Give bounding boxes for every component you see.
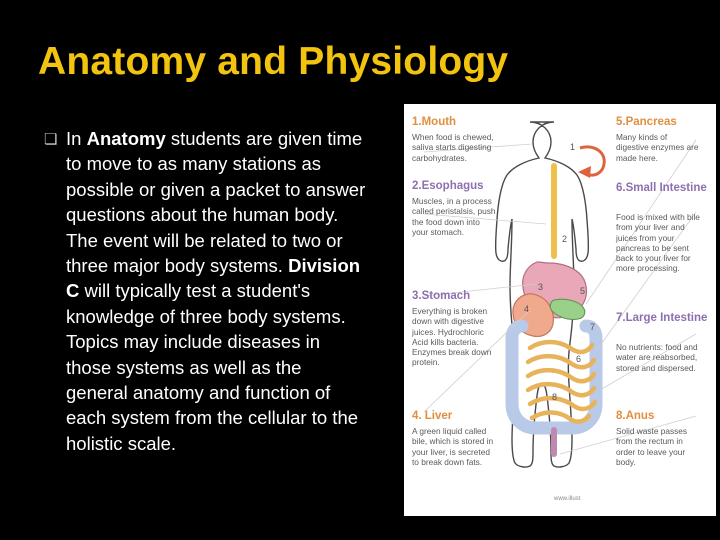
diagram-number-6: 6 — [576, 354, 582, 364]
text-mouth: When food is chewed, saliva starts digesting carbohydrates. — [412, 132, 494, 163]
text-stomach: Everything is broken down with digestive juices. Hydrochloric Acid kills bacteria. Enzymes break down protein. — [412, 306, 492, 368]
label-small-intestine: 6.Small Intestine — [616, 182, 707, 194]
text-esophagus: Muscles, in a process called peristalsis, push the food down into your stomach. — [412, 196, 496, 237]
diagram-number-4: 4 — [524, 304, 530, 314]
text-pancreas: Many kinds of digestive enzymes are made here. — [616, 132, 699, 163]
diagram-caption-note: www.illust — [554, 496, 581, 502]
label-stomach: 3.Stomach — [412, 290, 471, 302]
digestive-system-diagram — [404, 104, 716, 516]
text-liver: A green liquid called bile, which is stored in your liver, is secreted to break down fats. — [412, 426, 494, 467]
text-large-intestine: No nutrients: food and water are reabsorbed, stored and dispersed. — [616, 342, 698, 373]
label-large-intestine: 7.Large Intestine — [616, 312, 708, 324]
label-esophagus: 2.Esophagus — [412, 180, 484, 192]
bullet-text-bold-division-c: Division C — [66, 255, 361, 302]
bullet-text-part-1: In — [66, 128, 87, 149]
body-bullet — [44, 126, 374, 456]
bullet-text-part-3: will typically test a student's knowledge of three body systems. Topics may include diseases in those systems as well as the general anatomy and function of each system from the cellular to the holistic scale. — [66, 280, 359, 454]
bullet-icon: ❏ — [44, 131, 58, 148]
bullet-text-part-2: students are given time to move to as many stations as possible or given a packet to answer questions about the human body. The event will be related to two or three major body systems. — [66, 128, 366, 277]
label-pancreas: 5.Pancreas — [616, 116, 677, 128]
label-liver: 4. Liver — [412, 410, 453, 422]
page-title: Anatomy and Physiology — [38, 40, 509, 83]
text-small-intestine: Food is mixed with bile from your liver and juices from your pancreas to be sent back to your liver for more processing. — [616, 212, 700, 274]
bullet-text — [66, 126, 366, 456]
label-mouth: 1.Mouth — [412, 116, 457, 128]
diagram-number-7: 7 — [590, 322, 596, 332]
diagram-number-5: 5 — [580, 286, 586, 296]
diagram-number-8: 8 — [552, 392, 558, 402]
label-anus: 8.Anus — [616, 410, 655, 422]
diagram-number-1: 1 — [570, 142, 576, 152]
diagram-number-3: 3 — [538, 282, 544, 292]
text-anus: Solid waste passes from the rectum in order to leave your body. — [616, 426, 688, 467]
diagram-number-2: 2 — [562, 234, 568, 244]
bullet-text-bold-anatomy: Anatomy — [86, 128, 166, 149]
